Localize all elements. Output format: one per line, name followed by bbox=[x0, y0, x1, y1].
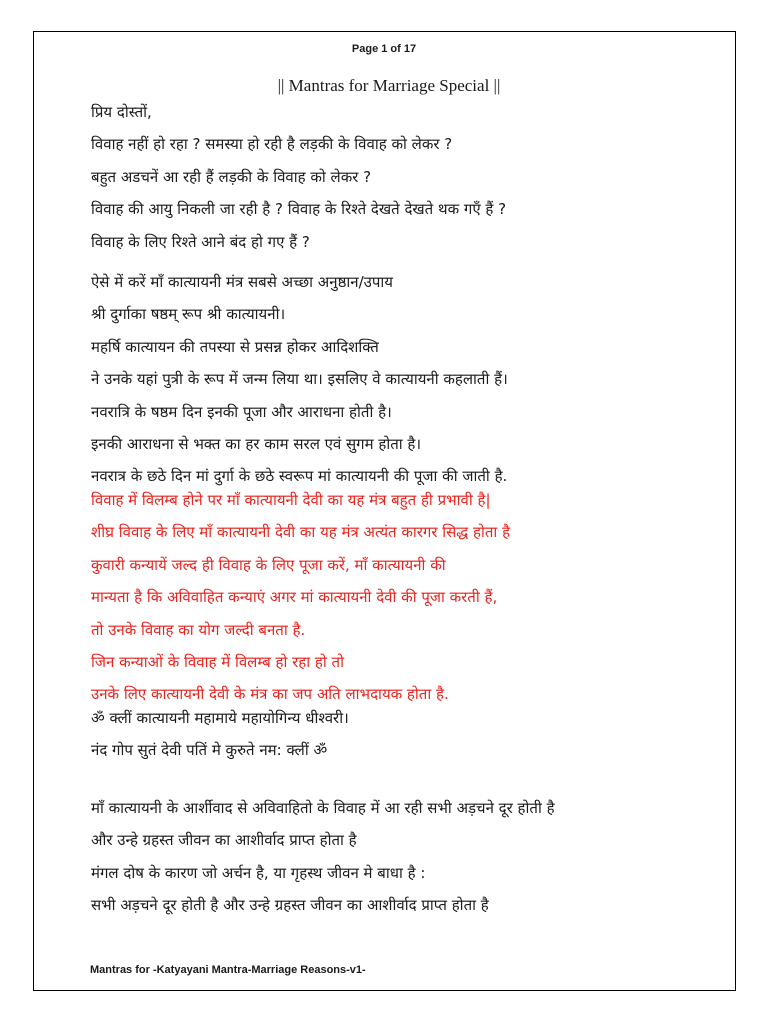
title-text: || Mantras for Marriage Special || bbox=[277, 76, 501, 95]
blessing-line: माँ कात्यायनी के आर्शीवाद से अविवाहितो के विवाह में आ रही सभी अड़चने दूर होती है bbox=[91, 799, 555, 817]
highlight-line: विवाह में विलम्ब होने पर माँ कात्यायनी देवी का यह मंत्र बहुत ही प्रभावी है| bbox=[91, 491, 491, 509]
intro-line: विवाह नहीं हो रहा ? समस्या हो रही है लड़की के विवाह को लेकर ? bbox=[91, 135, 453, 154]
intro-line: विवाह की आयु निकली जा रही है ? विवाह के रिश्ते देखते देखते थक गएँ हैं ? bbox=[91, 200, 507, 219]
page-number: Page 1 of 17 bbox=[351, 43, 417, 55]
blessing-paragraph bbox=[91, 792, 711, 922]
katyayani-line: नवरात्र के छठे दिन मां दुर्गा के छठे स्वरूप मां कात्यायनी की पूजा की जाती है. bbox=[91, 467, 508, 486]
intro-line: विवाह के लिए रिश्ते आने बंद हो गए हैं ? bbox=[91, 232, 310, 251]
document-title bbox=[0, 76, 768, 96]
highlight-line: तो उनके विवाह का योग जल्दी बनता है. bbox=[91, 620, 306, 639]
highlight-line: उनके लिए कात्यायनी देवी के मंत्र का जप अति लाभदायक होता है. bbox=[91, 685, 449, 704]
mantra-paragraph bbox=[91, 702, 711, 767]
katyayani-line: नवरात्रि के षष्ठम दिन इनकी पूजा और आराधना होती है। bbox=[91, 402, 392, 421]
katyayani-line: श्री दुर्गाका षष्ठम् रूप श्री कात्यायनी। bbox=[91, 305, 286, 324]
highlight-line: शीघ्र विवाह के लिए माँ कात्यायनी देवी का यह मंत्र अत्यंत कारगर सिद्ध होता है bbox=[91, 523, 511, 542]
intro-line: प्रिय दोस्तों, bbox=[91, 103, 152, 121]
katyayani-line: इनकी आराधना से भक्त का हर काम सरल एवं सुगम होता है। bbox=[91, 435, 422, 454]
katyayani-line: ने उनके यहां पुत्री के रूप में जन्म लिया था। इसलिए वे कात्यायनी कहलाती हैं। bbox=[91, 370, 508, 389]
blessing-line: और उन्हे ग्रहस्त जीवन का आशीर्वाद प्राप्त होता है bbox=[91, 831, 357, 850]
intro-paragraph bbox=[91, 96, 711, 258]
page-footer: Mantras for -Katyayani Mantra-Marriage Reasons-v1- bbox=[90, 964, 366, 976]
mantra-line: ॐ क्लीं कात्यायनी महामाये महायोगिन्य धीश्वरी। bbox=[91, 709, 349, 727]
highlight-line: मान्यता है कि अविवाहित कन्याएं अगर मां कात्यायनी देवी की पूजा करती हैं, bbox=[91, 588, 498, 607]
highlight-paragraph bbox=[91, 484, 711, 711]
mantra-line: नंद गोप सुतं देवी पतिं मे कुरुते नम: क्लीं ॐ bbox=[91, 741, 328, 760]
katyayani-paragraph bbox=[91, 266, 711, 493]
blessing-line: मंगल दोष के कारण जो अर्चन है, या गृहस्थ जीवन मे बाधा है : bbox=[91, 863, 426, 882]
katyayani-line: ऐसे में करें माँ कात्यायनी मंत्र सबसे अच्छा अनुष्ठान/उपाय bbox=[91, 273, 393, 291]
katyayani-line: महर्षि कात्यायन की तपस्या से प्रसन्न होकर आदिशक्ति bbox=[91, 337, 379, 356]
intro-line: बहुत अडचनें आ रही हैं लड़की के विवाह को लेकर ? bbox=[91, 167, 372, 186]
highlight-line: जिन कन्याओं के विवाह में विलम्ब हो रहा हो तो bbox=[91, 653, 344, 672]
blessing-line: सभी अड़चने दूर होती है और उन्हे ग्रहस्त जीवन का आशीर्वाद प्राप्त होता है bbox=[91, 896, 489, 915]
highlight-line: कुवारी कन्यायें जल्द ही विवाह के लिए पूजा करें, माँ कात्यायनी की bbox=[91, 555, 446, 574]
